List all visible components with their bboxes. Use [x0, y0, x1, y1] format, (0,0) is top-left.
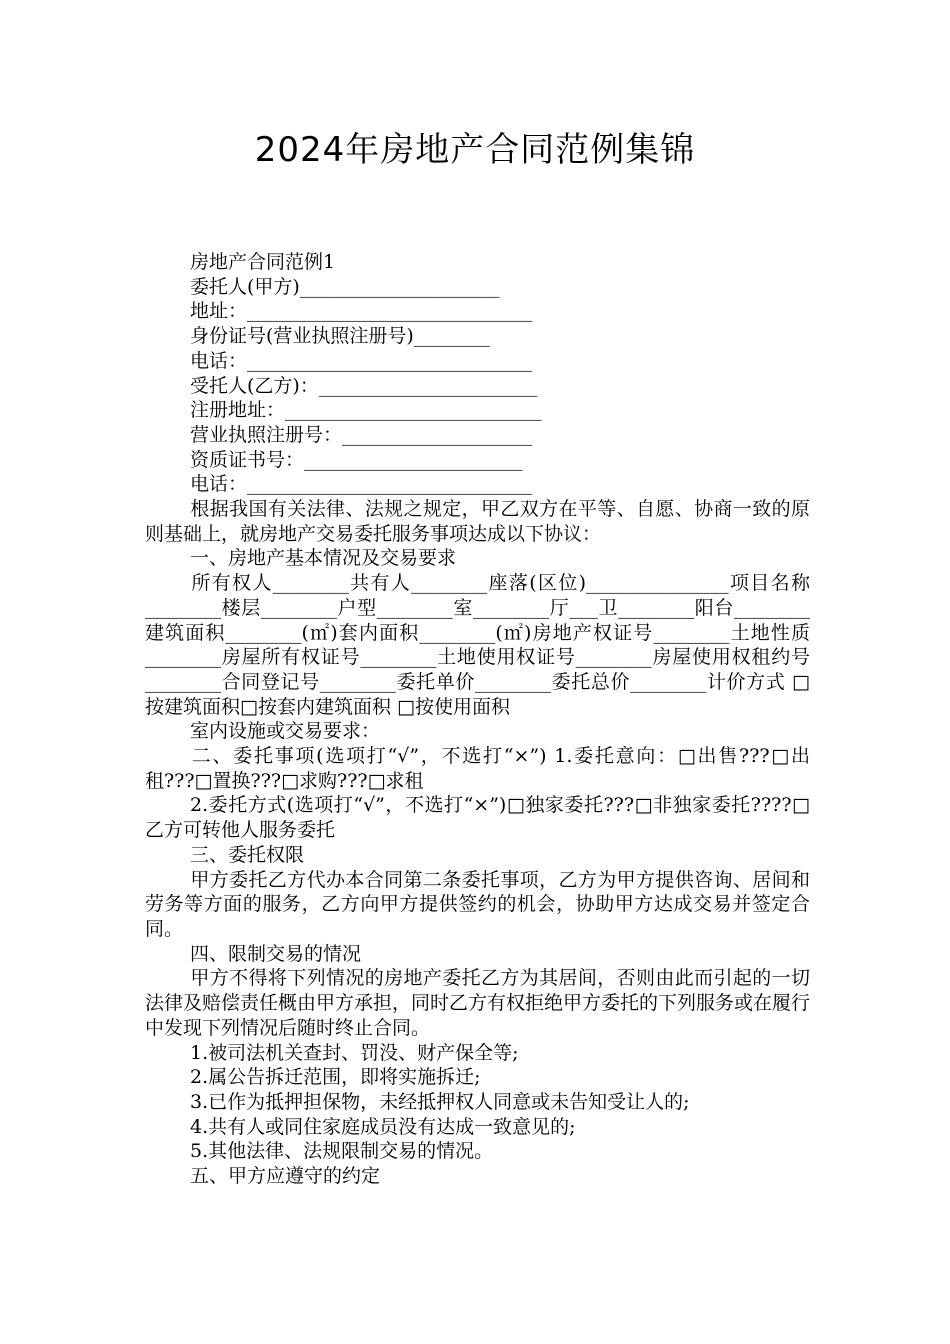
- preamble-paragraph: 根据我国有关法律、法规之规定，甲乙双方在平等、自愿、协商一致的原则基础上，就房地产交易委托服务事项达成以下协议：: [145, 498, 810, 545]
- id-number-line: 身份证号(营业执照注册号)________: [190, 325, 490, 348]
- agent-phone-line: 电话：______________________________: [190, 473, 533, 496]
- address-line: 地址：______________________________: [190, 300, 533, 323]
- restrictions-paragraph: 甲方不得将下列情况的房地产委托乙方为其居间，否则由此而引起的一切法律及赔偿责任概由甲方承担，同时乙方有权拒绝甲方委托的下列服务或在履行中发现下列情况后随时终止合同。: [145, 967, 811, 1039]
- section-1-heading: 一、房地产基本情况及交易要求: [190, 547, 457, 570]
- contract-heading: 房地产合同范例1: [190, 251, 336, 273]
- interior-facilities-line: 室内设施或交易要求：: [190, 720, 381, 743]
- section-2-paragraph: 二、委托事项(选项打“√”，不选打“×”) 1.委托意向：□出售???□出租???□置换???□求购???□求租: [145, 745, 810, 792]
- document-body: [145, 250, 810, 1189]
- business-license-line: 营业执照注册号：____________________: [190, 423, 533, 446]
- section-4-heading: 四、限制交易的情况: [190, 942, 362, 965]
- property-details-paragraph: 所有权人________共有人________座落(区位)_______________项目名称________楼层________户型________室________厅___卫________阳台________建筑面积________(㎡)套内面积________(㎡)房地产权证号________土地性质________房屋所有权证号________土地使用权证号________房屋使用权租约号________合同登记号________委托单价________委托总价________计价方式 □按建筑面积□按套内建筑面积 □按使用面积: [145, 572, 810, 718]
- authority-paragraph: 甲方委托乙方代办本合同第二条委托事项，乙方为甲方提供咨询、居间和劳务等方面的服务，乙方向甲方提供签约的机会，协助甲方达成交易并签定合同。: [145, 868, 810, 940]
- restriction-item: 4.共有人或同住家庭成员没有达成一致意见的;: [190, 1115, 576, 1138]
- restriction-item: 3.已作为抵押担保物，未经抵押权人同意或未告知受让人的;: [190, 1090, 690, 1113]
- restriction-item: 1.被司法机关查封、罚没、财产保全等;: [190, 1041, 519, 1064]
- phone-line: 电话：______________________________: [190, 349, 533, 372]
- delegation-method-paragraph: 2.委托方式(选项打“√”，不选打“×”)□独家委托???□非独家委托????□乙方可转他人服务委托: [145, 794, 810, 842]
- qualification-cert-line: 资质证书号：_______________________: [190, 448, 523, 471]
- agent-party-b-line: 受托人(乙方)：_______________________: [190, 374, 538, 397]
- document-title: 2024年房地产合同范例集锦: [254, 130, 696, 170]
- restriction-item: 2.属公告拆迁范围，即将实施拆迁;: [190, 1066, 481, 1089]
- client-party-a-line: 委托人(甲方)_____________________: [190, 275, 500, 298]
- section-3-heading: 三、委托权限: [190, 843, 305, 866]
- registered-address-line: 注册地址：___________________________: [190, 399, 542, 422]
- section-5-heading: 五、甲方应遵守的约定: [190, 1165, 381, 1188]
- restriction-item: 5.其他法律、法规限制交易的情况。: [190, 1140, 494, 1163]
